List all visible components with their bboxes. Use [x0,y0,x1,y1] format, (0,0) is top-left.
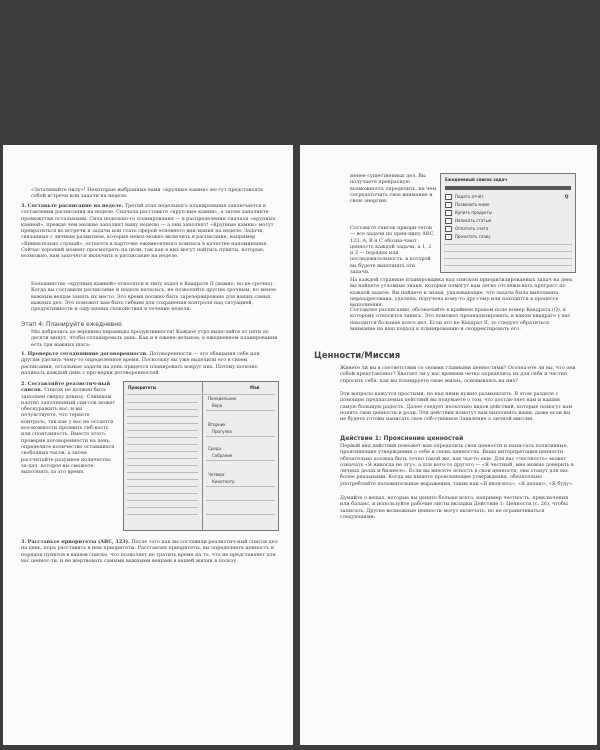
stage-4-intro: Мы добрались до вершины пирамиды продуктивности! Каждое утро выде-ляйте от пяти до десяти минут, чтобы спланировать день. Как и в еженe-дельном, в ежедневном планировании есть три важных шага: [31,329,278,348]
item-3-number: 3. [21,203,27,209]
item-2-text: Список не должен быть заполнен сверху донизу. Слишком плотно заполненный спи-сок может обескуражить вас, и вы почувствуете, что теряете контроль, так как у вас не остается воз-можности проявить гиб-кость или спонтанность. Вместо этого, проверив договоренности на день, определите количество оставшихся свободных часов, а затем рассчитайте разумное количество за-дач, которое вы сможете выполнить за это время. [21,387,116,476]
planner-day-label: Понедельник [208,396,237,401]
item-3-priorities [21,539,279,564]
right-page [300,145,597,745]
action-1-text-2: Думайте о вещах, которые вы цените больше всего, например честность, приключения или баланс, и используйте рабочие листы вкладки Действие 1: Ценности (с. 26), чтобы записать. Другие возможные ценности могут включать, но не ограничиваться следующими: [340,495,569,520]
item-3-schedule [21,203,279,260]
planner-slot-label: Прогулка [212,429,232,434]
values-mission-heading: Ценности/Миссия [314,351,401,361]
checkbox-icon [445,218,452,224]
planner-symbols-paragraph: На каждой странице планировщика над списком приоритизированных задач на день вы найдете условные знаки, которые помогут вам легко отслежи-вать прогресс по каждой задаче. Вы найдете и знаки, указывающие, что задача была выполнена, переадресована, удалена, поручена кому-то дру-гому или находится в процессе выполнения. [350,277,573,309]
intro-paragraph: «Затачивайте пилу»! Некоторые выбранные вами «крупные камни» мо-гут представлять собой встречи или задачи на неделе. [31,187,264,200]
item-3-text-2: Большинство «крупных камней» относятся к типу задач в Квадрате II (важно, но не срочно). Когда вы составили расписание и неделя началась, не позволяйте другим срочным, но менее важным вещам занять их место. Это время должно быть зарезервировано для ваших самых важных дел. Это поможет вам быть гибким для сохранения контроля над ситуацией, продуктивности и ощу-щения спокойствия в течение недели. [31,281,277,313]
planner-slot-label: Кинотеатр [212,479,235,484]
task-item: Оплатить счета [455,226,489,231]
item-1-number: 1. [21,351,27,357]
item-3-text: Третий этап недельного планирования заключается в составлении расписания на неделе. Сначала расставьте «круп-ные камни», а затем заполните промежутки остальными. Сила недельно-го планирования — в распределении сначала «крупных камней», прежде чем мелкие заполнят вашу неделю — а они заполнят! «Крупные камни» могут превратиться во встречи и задачи или стать сферой основного вни-мания на неделе. Задачи, связанные с личным развитием, которые невоз-можно включить в расписание, например «Внимательно слушай», остается в карточке ежемесячного компаса в качестве напоминания. Сейчас хороший момент просмотреть на цели, так как в них могут найтись пункты, которые, возможно, вам захочется включить в расписание на неделе. [21,203,276,260]
item-1-agreements [21,351,279,376]
planner-day-label: Четверг [208,472,225,477]
checkbox-icon [445,210,452,216]
action-1-text: Первый вид действий поможет вам определить свои ценности и напи-сать позитивные, проясняющие утверждения о себе и своих ценностях. Ваша интерпретация ценности обязательно должна быть точно такой же, как чья-то еще. Для вас «честность» может означать «Я никогда не лгу», а для кого-то другого — «Я честный, мне можно доверить в личных делах и бизнесе». Если вы внесете ясность в свои ценности, они станут для вас более реальными. Когда вы пишете проясняющие утверждения, обязательно употребляйте положительные выражения, такие как «Я явля-юсь», «Я делаю», «Я буду». [340,443,574,487]
item-3b-title: Расставьте приоритеты (ABC, 123). [27,539,130,545]
item-3-title: Составьте расписание на неделе. [27,203,124,209]
planner-day-label: Среда [208,446,222,451]
task-item: Прочитать главу [455,234,491,239]
action-1-title: Действие 1: Прояснение ценностей [340,435,464,442]
task-item: Написать статью [455,218,492,223]
item-3b-text: После того как вы составили реалистич-ный список дел на день, пора расставить в нем приоритеты. Расставляя приоритеты, вы определяете ценность и порядок пунктов в вашем списке, что позволяет не тратить время на то, что не представляет для вас ценнос-ти, и не жертвовать самыми важными вещами в вашей жизни в пользу [21,539,278,564]
task-list-bar [445,186,571,190]
values-intro: Живете ли вы в соответствии со своими главными ценностями? Осозна-ете ли вы, что они собой представляют? Хватает ли у вас времени четко определить их для себя и честно спросить себя, как вы планируете свою жизнь, основываясь на них? [340,365,576,384]
item-2-title: Составляйте реалистич-ный список. [21,381,111,394]
planner-day-label: Вторник [208,422,226,427]
planner-header-right: Май [250,385,260,390]
item-2-realistic-list [21,381,116,475]
left-page [3,145,293,745]
task-list-header: Ежедневный список задач [445,177,508,182]
planner-slot-label: Собрание [212,453,233,458]
task-item: Купить продукты [455,210,493,215]
item-1-text: Договоренности — это обещания себе или другим уделить чему-то определенное время. Поскольку вы уже выделили его в своем расписании, остальные задачи на день придется планировать вокруг них. Потому полезно начинать каждый день с про-верки договоренностей. [21,351,260,376]
item-2-number: 2. [21,381,27,387]
priorities-intro: менее существенных дел. Вы получаете прекрасную возможность определить, на чем сосредоточить свое внимание и свою энергию. [350,173,437,205]
values-paragraph-2: Эти вопросы кажутся простыми, но над ними нужно размышлять. В этом разделе с помощью предлагаемых действий вы подумаете о том, что достав-ляет вам и вашим самую большую радость. Далее следует несколько видов действий, которые помогут вам понять свои ценности и роли. Эти действия помогут вам выполнить ваши, даже если вы не будете готовы написать свое соб-ственное Заявление о личной миссии. [340,391,573,423]
checkbox-icon [445,234,452,240]
daily-planner-illustration [123,381,279,531]
quadrant-paragraph: Составляя расписание, обозначайте в крайнем правом поле номер Квадрата (Q), к которому относится запись. Это поможет проанализировать, в каком квадрате у вас находится большее всего дел. Если это не Квадрат II, то следует обратиться внимание на ваш подход к планированию и скорректировать его. [350,307,571,332]
checkbox-icon [445,202,452,208]
item-1-title: Проверьте сегодняшние договоренности. [27,351,148,357]
abc-paragraph: Составьте список приори-тетов — все задачи по прин-ципу ABC, 123. A, B и C обозна-чают ценность каждой задачи, а 1, 2 и 3 — порядок или последовательность, в которой вы будете выполнять эти задачи. [350,225,435,276]
task-item: Подать отчёт [455,194,484,199]
task-list-illustration [440,173,576,273]
stage-4-title: Этап 4: Планируйте ежедневно [21,321,122,328]
quadrant-label: Q [565,194,569,199]
planner-header-left: Приоритеты [128,385,157,390]
task-item: Позвонить маме [455,202,490,207]
item-3b-number: 3. [21,539,27,545]
checkbox-icon [445,226,452,232]
book-gutter [293,145,300,745]
checkbox-icon [445,194,452,200]
planner-slot-label: Вера [212,403,223,408]
